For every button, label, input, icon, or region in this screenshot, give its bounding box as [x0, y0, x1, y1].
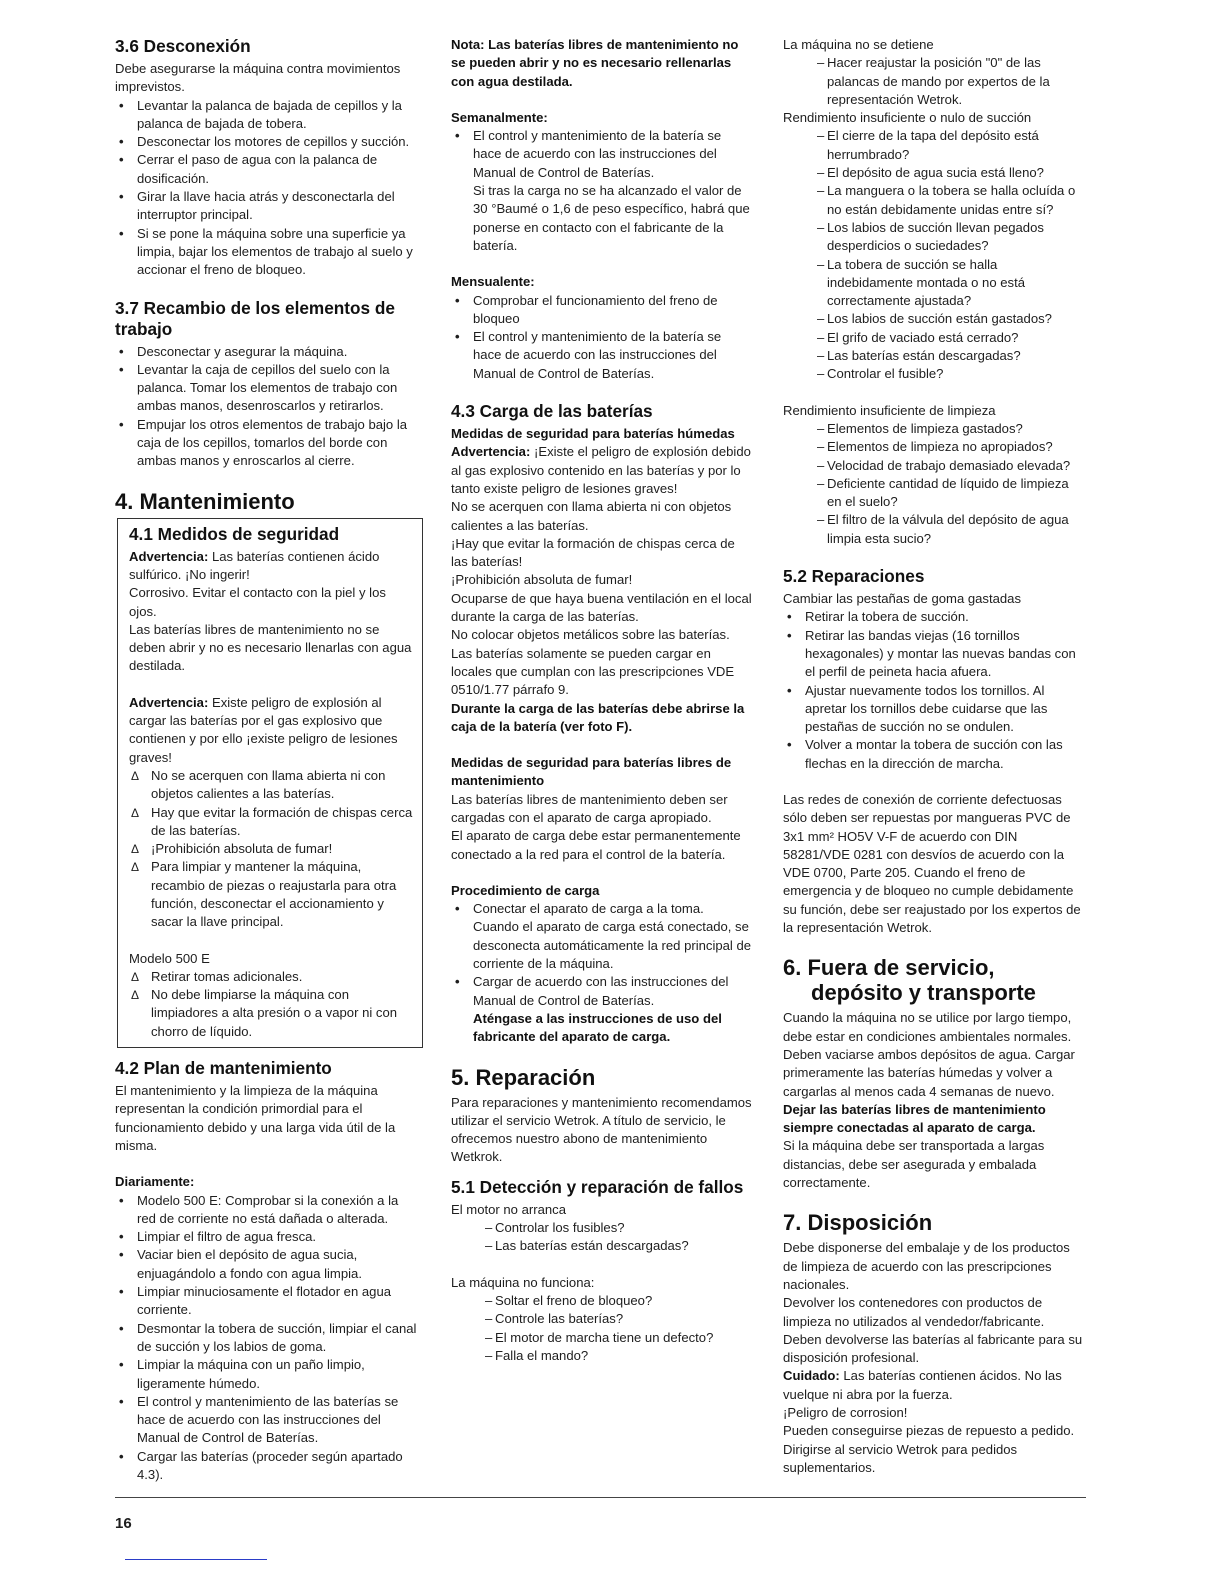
list-item: [451, 127, 753, 255]
list-item: [451, 973, 753, 1046]
chapter-7-title: 7. Disposición: [783, 1210, 933, 1236]
list-item: – El grifo de vaciado está cerrado?: [819, 329, 1086, 347]
section-4-2-intro: El mantenimiento y la limpieza de la máquina representan la condición primordial para el funcionamiento debido y una larga vida útil de la misma.: [115, 1083, 396, 1153]
paragraph: ¡Prohibición absoluta de fumar!: [451, 572, 633, 588]
page-number: 16: [115, 1515, 132, 1532]
list-item: • Desconectar los motores de cepillos y succión.: [115, 133, 420, 151]
fault-list: [783, 127, 1086, 383]
charging-procedure-label: Procedimiento de carga: [451, 882, 600, 898]
safety-box: [117, 518, 423, 1048]
scan-mark-line: [125, 1559, 267, 1560]
section-4-2-title: 4.2 Plan de mantenimiento: [115, 1058, 332, 1079]
list-item: • Girar la llave hacia atrás y desconectarla del interruptor principal.: [115, 188, 420, 225]
list-item: • Limpiar el filtro de agua fresca.: [115, 1228, 420, 1246]
weekly-list: [451, 127, 753, 255]
warning-item: Δ No debe limpiarse la máquina con limpiadores a alta presión o a vapor ni con chorro de líquido.: [129, 986, 414, 1041]
chapter-6-title-line1: 6. Fuera de servicio,: [783, 955, 995, 981]
list-item: – La manguera o la tobera se halla ocluída o no están debidamente unidas entre sí?: [819, 182, 1086, 219]
section-4-3-title: 4.3 Carga de las baterías: [451, 401, 653, 422]
section-3-6-title: 3.6 Desconexión: [115, 36, 251, 56]
warning-label: Advertencia:: [129, 694, 209, 710]
warning-label: Advertencia:: [129, 548, 209, 564]
list-item: • Desmontar la tobera de succión, limpiar el canal de succión y los labios de goma.: [115, 1320, 420, 1357]
section-3-7-title: 3.7 Recambio de los elementos de trabajo: [115, 297, 395, 339]
section-5-2-intro: Cambiar las pestañas de goma gastadas: [783, 591, 1022, 607]
list-item: – Controlar los fusibles?: [487, 1219, 753, 1237]
fault-heading: El motor no arranca: [451, 1201, 566, 1217]
list-item: – Los labios de succión llevan pegados desperdicios o suciedades?: [819, 219, 1086, 256]
chapter-4-title: 4. Mantenimiento: [115, 488, 295, 514]
note-paragraph: Nota: Las baterías libres de mantenimiento no se pueden abrir y no es necesario rellenarlas con agua destilada.: [451, 37, 739, 89]
list-item: • Si se pone la máquina sobre una superficie ya limpia, bajar los elementos de trabajo al suelo y accionar el freno de bloqueo.: [115, 225, 420, 280]
chapter-5-text: Para reparaciones y mantenimiento recomendamos utilizar el servicio Wetrok. A título de servicio, le ofrecemos nuestro abono de mantenimiento Wetkrok.: [451, 1094, 752, 1165]
list-item: – El filtro de la válvula del depósito de agua limpia esta sucio?: [819, 511, 1086, 548]
daily-label: Diariamente:: [115, 1174, 195, 1190]
column-middle: [451, 36, 753, 1365]
list-item: • Vaciar bien el depósito de agua sucia, enjuagándolo a fondo con agua limpia.: [115, 1246, 420, 1283]
chapter-6-title-line2: depósito y transporte: [811, 980, 1036, 1006]
chapter-5-title: 5. Reparación: [451, 1064, 596, 1090]
list-item: – Deficiente cantidad de líquido de limpieza en el suelo?: [819, 475, 1086, 512]
paragraph: Corrosivo. Evitar el contacto con la piel y los ojos.: [129, 585, 386, 619]
charging-list: [451, 900, 753, 1046]
warning-item: Δ ¡Prohibición absoluta de fumar!: [129, 840, 414, 858]
list-item: • Comprobar el funcionamiento del freno de bloqueo: [451, 292, 753, 329]
list-item: • Conectar el aparato de carga a la toma. Cuando el aparato de carga está conectado, se desconecta automáticamente la red principal de corriente de la máquina.: [451, 900, 753, 973]
list-item: • Retirar las bandas viejas (16 tornillos hexagonales) y montar las nuevas bandas con el perfil de peineta hacia afuera.: [783, 627, 1086, 682]
fault-heading: Rendimiento insuficiente de limpieza: [783, 402, 996, 418]
paragraph: ¡Peligro de corrosion!: [783, 1405, 908, 1420]
caution-label: Cuidado:: [783, 1368, 840, 1384]
warning-item: Δ Retirar tomas adicionales.: [129, 968, 414, 986]
paragraph: ¡Hay que evitar la formación de chispas cerca de las baterías!: [451, 535, 735, 570]
caution-text: Las baterías contienen ácidos. No las vuelque ni abra por la fuerza.: [783, 1368, 1062, 1402]
fault-list: [451, 1219, 753, 1256]
warning-text: ¡Existe el peligro de explosión debido al gas explosivo contenido en las baterías y por lo tanto existe peligro de lesiones graves!: [451, 444, 751, 496]
model-label: Modelo 500 E: [129, 950, 210, 966]
paragraph: Deben devolverse las baterías al fabricante para su disposición profesional.: [783, 1331, 1083, 1366]
paragraph: Cuando la máquina no se utilice por largo tiempo, debe estar en condiciones ambientales normales. Deben vaciarse ambos depósitos de agua. Cargar primeramente las baterías húmedas y volver a cargarlas al menos cada 4 semanas de nuevo.: [783, 1010, 1075, 1099]
paragraph: Las baterías libres de mantenimiento deben ser cargadas con el aparato de carga apropiado.: [451, 791, 728, 825]
list-item: • Cargar las baterías (proceder según apartado 4.3).: [115, 1448, 420, 1485]
monthly-label: Mensualente:: [451, 274, 535, 290]
list-item: – Controlar el fusible?: [819, 365, 1086, 383]
list-item: • Volver a montar la tobera de succión con las flechas en la dirección de marcha.: [783, 736, 1086, 773]
list-item: – Hacer reajustar la posición "0" de las palancas de mando por expertos de la representación Wetrok.: [819, 54, 1086, 109]
list-item: – El motor de marcha tiene un defecto?: [487, 1329, 753, 1347]
list-item: – Las baterías están descargadas?: [819, 347, 1086, 365]
list-item: • Cerrar el paso de agua con la palanca de dosificación.: [115, 151, 420, 188]
warning-item: Δ Para limpiar y mantener la máquina, recambio de piezas o reajustarla para otra función, desconectar el accionamiento y sacar la llave principal.: [129, 858, 414, 931]
cable-paragraph: Las redes de conexión de corriente defectuosas sólo deben ser repuestas por mangueras PVC de 3x1 mm² HO5V V-F de acuerdo con DIN 58281/VDE 0281 con desvíos de acuerdo con la VDE 0700, Parte 205. Cuando el freno de emergencia y de bloqueo no cumple debidamente su función, debe ser reajustado por los expertos de la representación Wetrok.: [783, 791, 1081, 936]
chapter-6-title: [783, 955, 1086, 1005]
list-item: – Velocidad de trabajo demasiado elevada?: [819, 457, 1086, 475]
bold-paragraph: Durante la carga de las baterías debe abrirse la caja de la batería (ver foto F).: [451, 700, 745, 734]
fault-heading: La máquina no se detiene: [783, 37, 934, 52]
wet-battery-subtitle: Medidas de seguridad para baterías húmedas: [451, 426, 735, 442]
warning-paragraph: [129, 548, 414, 585]
list-item-bold: Aténgase a las instrucciones de uso del fabricante del aparato de carga.: [473, 1010, 722, 1045]
warning-label: Advertencia:: [451, 444, 531, 460]
list-item: – Los labios de succión están gastados?: [819, 310, 1086, 328]
list-item: • El control y mantenimiento de las baterías se hace de acuerdo con las instrucciones del Manual de Control de Baterías.: [115, 1393, 420, 1448]
paragraph: Si la máquina debe ser transportada a largas distancias, debe ser asegurada y embalada correctamente.: [783, 1138, 1045, 1191]
warning-text: Existe peligro de explosión al cargar las baterías por el gas explosivo que contienen y por ello ¡existe peligro de lesiones graves!: [129, 694, 398, 765]
paragraph: Las baterías solamente se pueden cargar en locales que cumplan con las prescripciones VDE 0510/1.77 párrafo 9.: [451, 645, 735, 698]
list-item: – El cierre de la tapa del depósito está herrumbrado?: [819, 127, 1086, 164]
warning-item: Δ No se acerquen con llama abierta ni con objetos calientes a las baterías.: [129, 767, 414, 804]
list-item: – Falla el mando?: [487, 1347, 753, 1365]
section-3-7-list: [115, 343, 420, 471]
column-right: [783, 36, 1086, 1477]
paragraph: Las baterías libres de mantenimiento no se deben abrir y no es necesario llenarlas con agua destilada.: [129, 621, 412, 674]
daily-list: [115, 1192, 420, 1485]
list-item: • El control y mantenimiento de la batería se hace de acuerdo con las instrucciones del Manual de Control de Baterías.: [451, 328, 753, 383]
list-item: – Soltar el freno de bloqueo?: [487, 1292, 753, 1310]
list-item: – Las baterías están descargadas?: [487, 1237, 753, 1255]
list-item-text: Cargar de acuerdo con las instrucciones del Manual de Control de Baterías.: [473, 974, 729, 1008]
list-item: – Elementos de limpieza gastados?: [819, 420, 1086, 438]
warning-triangle-list: [129, 767, 414, 932]
list-item: • Desconectar y asegurar la máquina.: [115, 343, 420, 361]
paragraph: Ocuparse de que haya buena ventilación en el local durante la carga de las baterías.: [451, 590, 752, 625]
weekly-label: Semanalmente:: [451, 109, 548, 125]
monthly-list: [451, 292, 753, 383]
list-item: • Levantar la caja de cepillos del suelo con la palanca. Tomar los elementos de trabajo con ambas manos, desenroscarlos y retirarlos.: [115, 361, 420, 416]
list-item: • Limpiar minuciosamente el flotador en agua corriente.: [115, 1283, 420, 1320]
list-item: – La tobera de succión se halla indebidamente montada o no está correctamente ajustada?: [819, 256, 1086, 311]
fault-heading: La máquina no funciona:: [451, 1274, 595, 1290]
section-5-2-title: 5.2 Reparaciones: [783, 566, 925, 587]
fault-list: [783, 420, 1086, 548]
paragraph: El aparato de carga debe estar permanentemente conectado a la red para el control de la batería.: [451, 828, 741, 862]
list-item: • Levantar la palanca de bajada de cepillos y la palanca de bajada de tobera.: [115, 97, 420, 134]
paragraph: Devolver los contenedores con productos de limpieza no utilizados al vendedor/fabricante.: [783, 1295, 1045, 1329]
list-item-text: El control y mantenimiento de la batería se hace de acuerdo con las instrucciones del Manual de Control de Baterías.: [473, 128, 722, 180]
section-3-6-list: [115, 97, 420, 280]
warning-text: Las baterías contienen ácido sulfúrico. ¡No ingerir!: [129, 548, 380, 582]
warning-triangle-list-model: [129, 968, 414, 1041]
column-left: [115, 36, 420, 1484]
repair-list: [783, 608, 1086, 773]
list-item: • Retirar la tobera de succión.: [783, 608, 1086, 626]
list-item: – Controle las baterías?: [487, 1310, 753, 1328]
fault-heading: Rendimiento insuficiente o nulo de succión: [783, 110, 1032, 126]
warning-paragraph: [129, 694, 414, 767]
footer-rule: [115, 1497, 1086, 1498]
maintenance-free-subtitle: Medidas de seguridad para baterías libres de mantenimiento: [451, 755, 732, 789]
list-item: – Elementos de limpieza no apropiados?: [819, 438, 1086, 456]
fault-list: [783, 54, 1086, 109]
paragraph: Debe disponerse del embalaje y de los productos de limpieza de acuerdo con las prescripciones nacionales.: [783, 1240, 1070, 1292]
list-item-extra: Si tras la carga no se ha alcanzado el valor de 30 °Baumé o 1,6 de peso específico, habrá que ponerse en contacto con el fabricante de la batería.: [473, 183, 750, 253]
paragraph: Pueden conseguirse piezas de repuesto a pedido. Dirigirse al servicio Wetrok para pedidos suplementarios.: [783, 1423, 1075, 1475]
warning-paragraph: [451, 443, 753, 498]
list-item: – El depósito de agua sucia está lleno?: [819, 164, 1086, 182]
bold-paragraph: Dejar las baterías libres de mantenimiento siempre conectadas al aparato de carga.: [783, 1101, 1046, 1136]
section-4-1-title: 4.1 Medidos de seguridad: [129, 523, 340, 544]
paragraph: No se acerquen con llama abierta ni con objetos calientes a las baterías.: [451, 499, 732, 533]
section-5-1-title: 5.1 Detección y reparación de fallos: [451, 1176, 744, 1197]
list-item: • Limpiar la máquina con un paño limpio, ligeramente húmedo.: [115, 1356, 420, 1393]
caution-paragraph: [783, 1367, 1086, 1404]
paragraph: No colocar objetos metálicos sobre las baterías.: [451, 627, 730, 643]
section-3-6-intro: Debe asegurarse la máquina contra movimientos imprevistos.: [115, 61, 401, 95]
fault-list: [451, 1292, 753, 1365]
list-item: • Modelo 500 E: Comprobar si la conexión a la red de corriente no está dañada o alterada.: [115, 1192, 420, 1229]
list-item: • Ajustar nuevamente todos los tornillos. Al apretar los tornillos debe cuidarse que las pestañas de succión no se ondulen.: [783, 682, 1086, 737]
list-item: • Empujar los otros elementos de trabajo bajo la caja de los cepillos, tomarlos del borde con ambas manos y enroscarlos al cierre.: [115, 416, 420, 471]
warning-item: Δ Hay que evitar la formación de chispas cerca de las baterías.: [129, 804, 414, 841]
